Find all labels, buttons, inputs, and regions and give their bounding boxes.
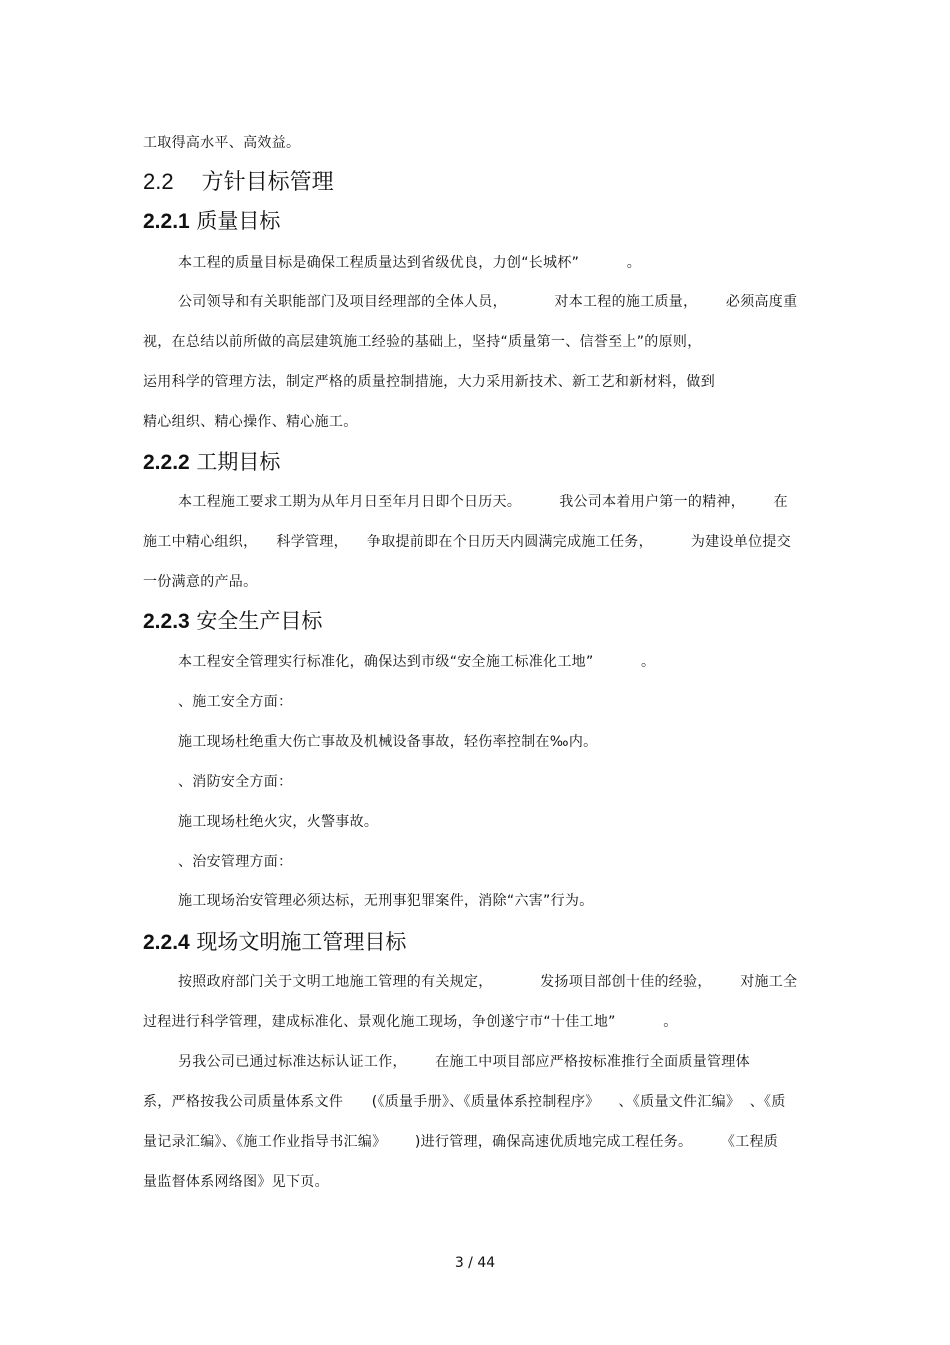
- paragraph-line: 一份满意的产品。: [143, 574, 258, 590]
- section-heading-2-2-2: [143, 448, 280, 477]
- section-number: 2.2.2: [143, 451, 190, 474]
- paragraph-line: 施工现场治安管理必须达标，无刑事犯罪案件，消除“六害”行为。: [178, 893, 594, 909]
- section-heading-2-2: [143, 168, 334, 197]
- paragraph-line: 量记录汇编》、《施工作业指导书汇编》 )进行管理，确保高速优质地完成工程任务。 《工程质: [143, 1134, 779, 1150]
- paragraph-line: 过程进行科学管理，建成标准化、景观化施工现场，争创遂宁市“十佳工地” 。: [143, 1014, 678, 1030]
- section-title: 工期目标: [196, 450, 281, 474]
- paragraph-line: 视，在总结以前所做的高层建筑施工经验的基础上，坚持“质量第一、信誉至上”的原则，: [143, 334, 702, 350]
- paragraph-line: 、施工安全方面：: [178, 694, 293, 710]
- section-heading-2-2-1: [143, 207, 280, 236]
- paragraph-line: 另我公司已通过标准达标认证工作， 在施工中项目部应严格按标准推行全面质量管理体: [178, 1054, 750, 1070]
- section-heading-2-2-4: [143, 928, 406, 957]
- paragraph-line: 本工程施工要求工期为从年月日至年月日即个日历天。 我公司本着用户第一的精神， 在: [178, 494, 788, 510]
- section-title: 方针目标管理: [201, 170, 334, 195]
- section-number: 2.2.3: [143, 610, 190, 633]
- section-title: 安全生产目标: [196, 609, 323, 633]
- paragraph-line: 本工程的质量目标是确保工程质量达到省级优良，力创“长城杯” 。: [178, 255, 642, 271]
- section-number: 2.2: [143, 169, 174, 194]
- section-title: 质量目标: [196, 209, 281, 233]
- paragraph-line: 、治安管理方面：: [178, 854, 293, 870]
- section-number: 2.2.1: [143, 210, 190, 233]
- paragraph-line: 施工现场杜绝火灾，火警事故。: [178, 814, 379, 830]
- paragraph-line: 系，严格按我公司质量体系文件 (《质量手册》、《质量体系控制程序》 、《质量文件汇编》 、《质: [143, 1094, 786, 1110]
- paragraph-line: 施工中精心组织， 科学管理， 争取提前即在个日历天内圆满完成施工任务， 为建设单位提交: [143, 534, 791, 550]
- section-number: 2.2.4: [143, 931, 190, 954]
- paragraph-line: 精心组织、精心操作、精心施工。: [143, 414, 358, 430]
- paragraph-line: 运用科学的管理方法，制定严格的质量控制措施，大力采用新技术、新工艺和新材料，做到: [143, 374, 715, 390]
- paragraph-line: 按照政府部门关于文明工地施工管理的有关规定， 发扬项目部创十佳的经验， 对施工全: [178, 974, 798, 990]
- page-number: 3 / 44: [454, 1255, 496, 1271]
- section-title: 现场文明施工管理目标: [196, 930, 407, 954]
- paragraph-line: 公司领导和有关职能部门及项目经理部的全体人员， 对本工程的施工质量， 必须高度重: [178, 294, 798, 310]
- section-heading-2-2-3: [143, 607, 322, 636]
- paragraph-line: 本工程安全管理实行标准化，确保达到市级“安全施工标准化工地” 。: [178, 654, 656, 670]
- paragraph-line: 量监督体系网络图》见下页。: [143, 1174, 329, 1190]
- paragraph-line: 施工现场杜绝重大伤亡事故及机械设备事故，轻伤率控制在‰内。: [178, 734, 598, 750]
- paragraph-line: 、消防安全方面：: [178, 774, 293, 790]
- paragraph-line: 工取得高水平、高效益。: [143, 135, 301, 151]
